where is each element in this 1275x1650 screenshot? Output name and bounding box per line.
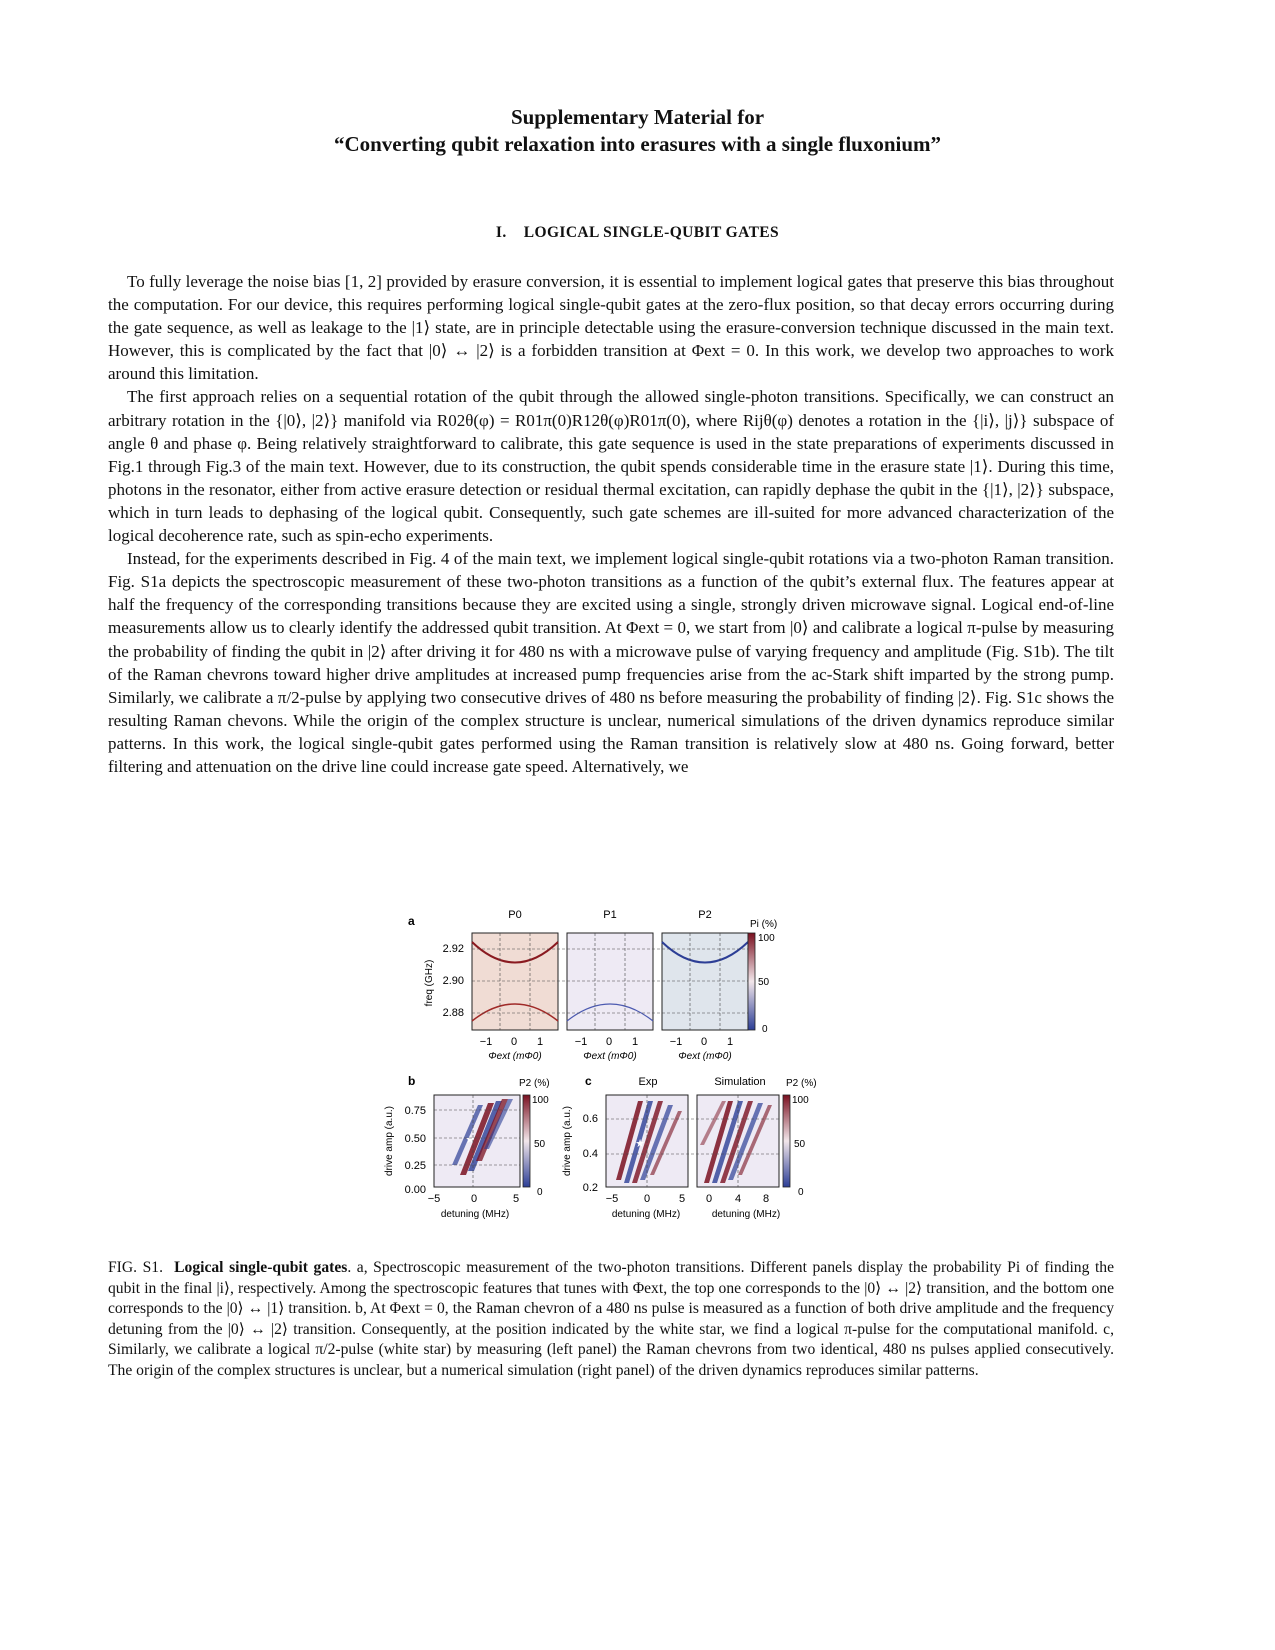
- section-heading: [0, 224, 1275, 242]
- panel-b-colorbar-tick: 100: [532, 1095, 549, 1106]
- panel-b-colorbar-tick: 0: [537, 1187, 543, 1198]
- panel-a-xtick: −1: [574, 1036, 588, 1048]
- caption-text: . a, Spectroscopic measurement of the two-photon transitions. Different panels display the probability Pi of finding the qubit in the final |i⟩, respectively. Among the spectroscopic features that tunes with Φext, the top one corresponds to the |0⟩ ↔ |2⟩ transition, and the bottom one corresponds to the |0⟩ ↔ |1⟩ transition. b, At Φext = 0, the Raman chevron of a 480 ns pulse is measured as a function of both drive amplitude and the frequency detuning from the |0⟩ ↔ |2⟩ transition. Consequently, at the position indicated by the white star, we find a logical π-pulse for the computational manifold. c, Similarly, we calibrate a logical π/2-pulse (white star) by measuring (left panel) the Raman chevrons from two identical, 480 ns pulses applied consecutively. The origin of the complex structures is unclear, but a numerical simulation (right panel) of the driven dynamics reproduces similar patterns.: [108, 1259, 1115, 1379]
- panel-c-ytick: 0.4: [582, 1148, 598, 1160]
- panel-c-xtick: 4: [734, 1193, 742, 1205]
- panel-a-xtick: 1: [726, 1036, 734, 1048]
- paragraph-2: The first approach relies on a sequential rotation of the qubit through the allowed single-photon transitions. Specifically, we can construct an arbitrary rotation in the {|0⟩, |2⟩} manifold via R02θ(φ) = R01π(0)R12θ(φ)R01π(0), where Rijθ(φ) denotes a rotation in the {|i⟩, |j⟩} subspace of angle θ and phase φ. Being relatively straightforward to calibrate, this gate sequence is used in the state preparations of experiments discussed in Fig.1 through Fig.3 of the main text. However, due to its construction, the qubit spends considerable time in the erasure state |1⟩. During this time, photons in the resonator, either from active erasure detection or residual thermal excitation, can rapidly dephase the qubit in the {|1⟩, |2⟩} subspace, which in turn leads to dephasing of the logical qubit. Consequently, such gate schemes are ill-suited for more advanced characterization of the logical decoherence rate, such as spin-echo experiments.: [108, 387, 1114, 546]
- body-text: [108, 270, 1114, 778]
- panel-b-ytick: 0.50: [404, 1133, 426, 1145]
- panel-c-colorbar-tick: 50: [794, 1139, 806, 1150]
- panel-c-title-exp: Exp: [638, 1076, 658, 1088]
- panel-c-ylabel: drive amp (a.u.): [562, 1105, 573, 1177]
- panel-a-xtick: 0: [700, 1036, 708, 1048]
- panel-c-xlabel: detuning (MHz): [711, 1209, 781, 1220]
- panel-c-xlabel: detuning (MHz): [611, 1209, 681, 1220]
- panel-a-xtick: −1: [479, 1036, 493, 1048]
- panel-b-ytick: 0.00: [404, 1184, 426, 1196]
- panel-b-xtick: −5: [427, 1193, 441, 1205]
- panel-a-colorbar-tick: 50: [758, 977, 770, 988]
- panel-b-colorbar-tick: 50: [534, 1139, 546, 1150]
- panel-b-colorbar-title: P2 (%): [519, 1078, 550, 1089]
- caption-label: FIG. S1.: [108, 1259, 163, 1276]
- panel-b-xlabel: detuning (MHz): [440, 1209, 510, 1220]
- panel-c-colorbar-tick: 0: [798, 1187, 804, 1198]
- panel-a-colorbar-title: Pi (%): [750, 919, 778, 930]
- panel-a-xtick: −1: [669, 1036, 683, 1048]
- panel-a-ytick-1: 2.92: [442, 943, 464, 955]
- panel-b-xtick: 5: [512, 1193, 520, 1205]
- panel-a-xtick: 0: [605, 1036, 613, 1048]
- panel-a-xlabel: Φext (mΦ0): [488, 1051, 542, 1062]
- panel-a-ytick-3: 2.88: [442, 1007, 464, 1019]
- panel-b-colorbar: [523, 1095, 530, 1187]
- panel-a-title-p2: P2: [698, 909, 712, 921]
- panel-a-p2-heatmap: [662, 933, 748, 1030]
- panel-a-ylabel: freq (GHz): [424, 959, 435, 1007]
- panel-b-ytick: 0.75: [404, 1105, 426, 1117]
- paragraph-1: To fully leverage the noise bias [1, 2] provided by erasure conversion, it is essential to implement logical gates that preserve this bias throughout the computation. For our device, this requires performing logical single-qubit gates at the zero-flux position, so that decay errors occurring during the gate sequence, as well as leakage to the |1⟩ state, are in principle detectable using the erasure-conversion technique discussed in the main text. However, this is complicated by the fact that |0⟩ ↔ |2⟩ is a forbidden transition at Φext = 0. In this work, we develop two approaches to work around this limitation.: [108, 272, 1114, 384]
- panel-a-p1-heatmap: [567, 933, 653, 1030]
- figure-s1: [370, 905, 840, 1235]
- panel-a-xtick: 1: [536, 1036, 544, 1048]
- panel-a-ytick-2: 2.90: [442, 975, 464, 987]
- paragraph-3: Instead, for the experiments described in Fig. 4 of the main text, we implement logical single-qubit rotations via a two-photon Raman transition. Fig. S1a depicts the spectroscopic measurement of these two-photon transitions as a function of the qubit’s external flux. The features appear at half the frequency of the corresponding transitions because they are excited using a single, strongly driven microwave signal. Logical end-of-line measurements allow us to clearly identify the addressed qubit transition. At Φext = 0, we start from |0⟩ and calibrate a logical π-pulse by measuring the probability of finding the qubit in |2⟩ after driving it for 480 ns with a microwave pulse of varying frequency and amplitude (Fig. S1b). The tilt of the Raman chevrons toward higher drive amplitudes at increased pump frequencies arise from the ac-Stark shift imparted by the strong pump. Similarly, we calibrate a π/2-pulse by applying two consecutive drives of 480 ns before measuring the probability of finding |2⟩. Fig. S1c shows the resulting Raman chevons. While the origin of the complex structure is unclear, numerical simulations of the driven dynamics reproduce similar patterns. In this work, the logical single-qubit gates performed using the Raman transition is relatively slow at 480 ns. Going forward, better filtering and attenuation on the drive line could increase gate speed. Alternatively, we: [108, 549, 1114, 776]
- svg-text:★: ★: [465, 1134, 475, 1146]
- panel-c-xtick: 0: [705, 1193, 713, 1205]
- panel-c-title-sim: Simulation: [714, 1076, 766, 1088]
- panel-a-xlabel: Φext (mΦ0): [678, 1051, 732, 1062]
- panel-a-colorbar: [748, 933, 755, 1030]
- section-number: I.: [495, 224, 507, 241]
- title-line-2: “Converting qubit relaxation into erasures with a single fluxonium”: [333, 132, 942, 156]
- panel-a-title-p0: P0: [508, 909, 522, 921]
- panel-c-xtick: 0: [643, 1193, 651, 1205]
- panel-c-xtick: 8: [762, 1193, 770, 1205]
- panel-a-colorbar-tick: 0: [762, 1024, 768, 1035]
- panel-a-colorbar-tick: 100: [758, 933, 775, 944]
- panel-a-label: a: [408, 914, 415, 928]
- panel-b-label: b: [408, 1074, 416, 1088]
- panel-a-xtick: 1: [631, 1036, 639, 1048]
- figure-caption: [108, 1258, 1114, 1382]
- title-line-1: Supplementary Material for: [510, 105, 765, 129]
- panel-b-heatmap: [434, 1095, 520, 1187]
- panel-a-p0-heatmap: [472, 933, 558, 1030]
- panel-c-colorbar-title: P2 (%): [786, 1078, 817, 1089]
- panel-c-colorbar: [783, 1095, 790, 1187]
- panel-b-xtick: 0: [470, 1193, 478, 1205]
- panel-c-colorbar-tick: 100: [792, 1095, 809, 1106]
- svg-text:★: ★: [635, 1138, 645, 1150]
- panel-c-label: c: [585, 1074, 592, 1088]
- panel-a-xlabel: Φext (mΦ0): [583, 1051, 637, 1062]
- panel-b-ytick: 0.25: [404, 1160, 426, 1172]
- panel-a-xtick: 0: [510, 1036, 518, 1048]
- caption-title: Logical single-qubit gates: [174, 1259, 348, 1276]
- panel-a-title-p1: P1: [603, 909, 617, 921]
- paper-title: [0, 104, 1275, 158]
- panel-b-ylabel: drive amp (a.u.): [384, 1105, 395, 1177]
- panel-c-ytick: 0.6: [582, 1113, 598, 1125]
- section-title: LOGICAL SINGLE-QUBIT GATES: [523, 224, 780, 241]
- panel-c-xtick: 5: [678, 1193, 686, 1205]
- panel-c-ytick: 0.2: [582, 1182, 598, 1194]
- panel-c-xtick: −5: [605, 1193, 619, 1205]
